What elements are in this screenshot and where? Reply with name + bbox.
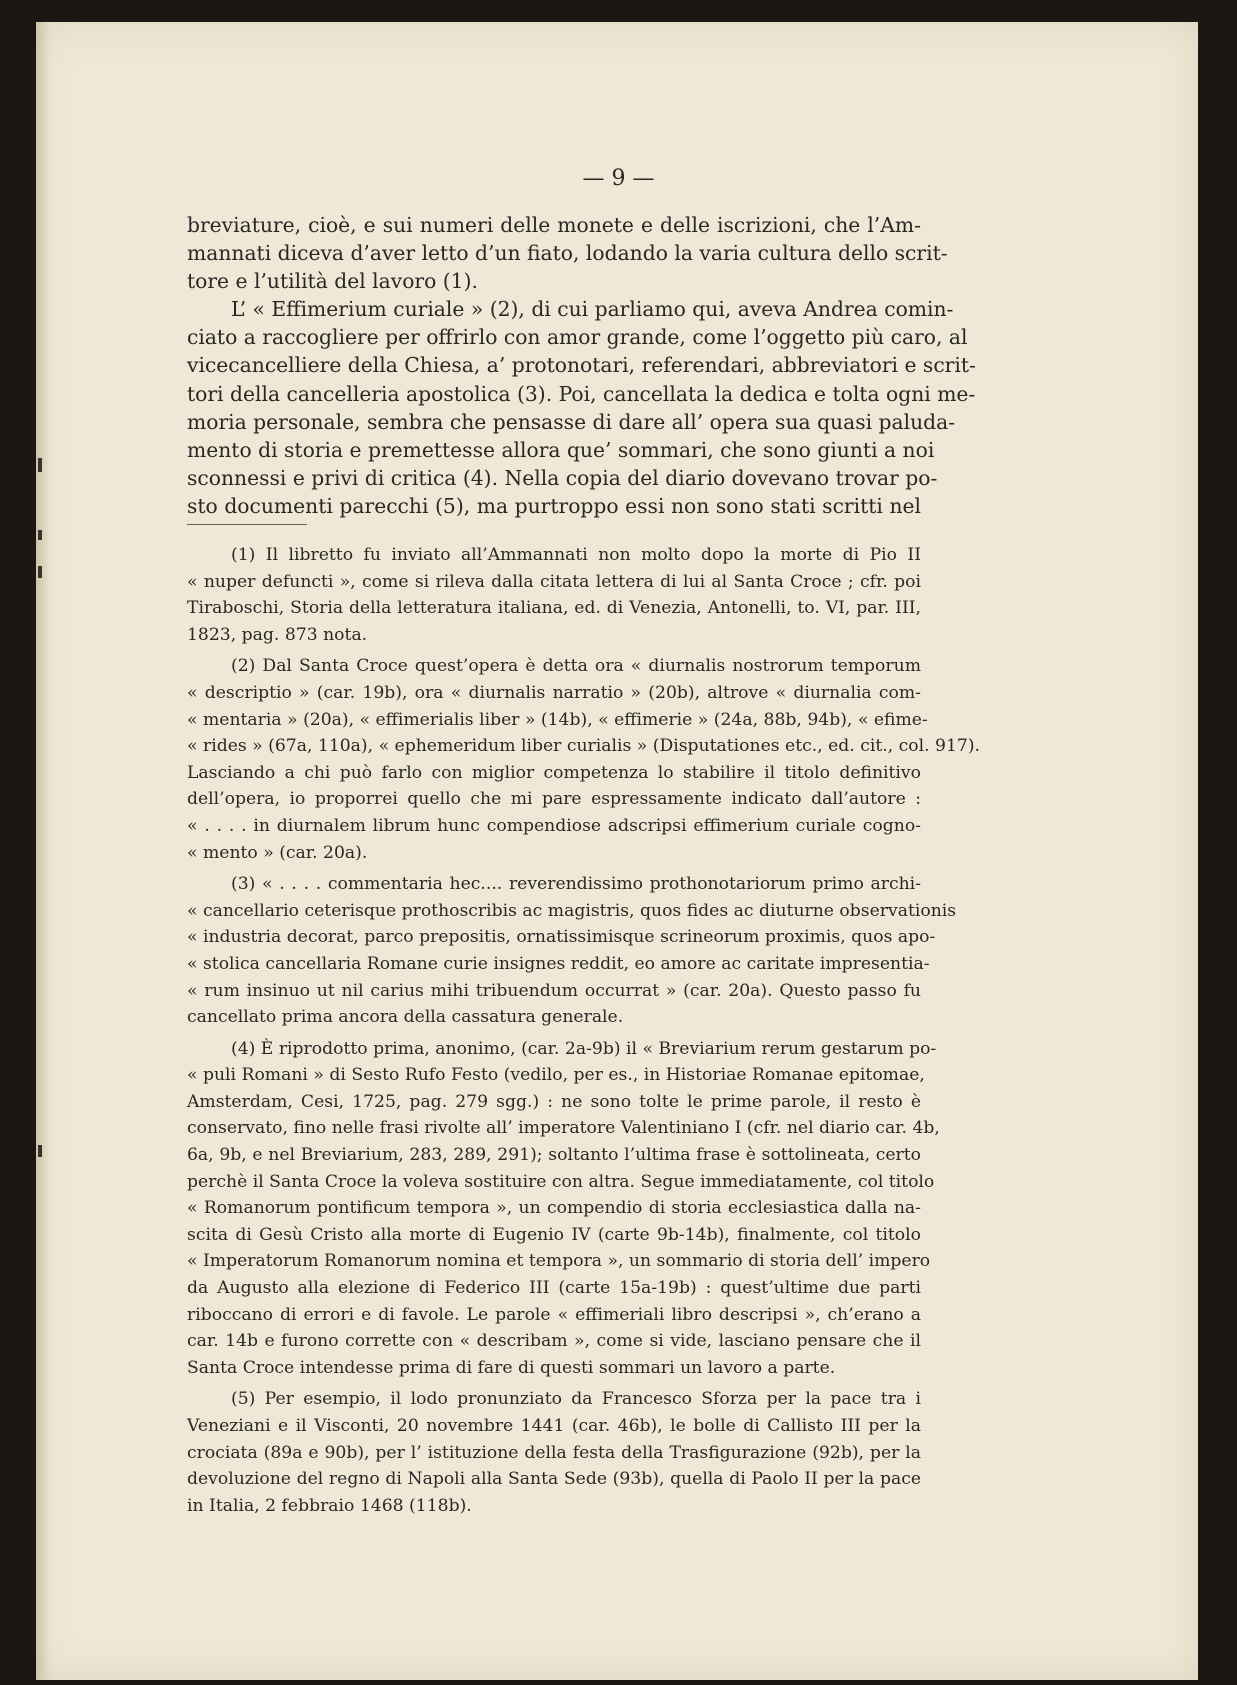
- footnote-line: Lasciando a chi può farlo con miglior competenza lo stabilire il titolo definitivo: [187, 762, 921, 783]
- footnote-line: « descriptio » (car. 19b), ora « diurnalis narratio » (20b), altrove « diurnalia com-: [187, 682, 921, 703]
- footnote-line: Tiraboschi, Storia della letteratura italiana, ed. di Venezia, Antonelli, to. VI, par. III,: [187, 598, 921, 619]
- footnote-3: [187, 871, 957, 1031]
- footnotes: [187, 542, 981, 1524]
- footnote-line: « mentaria » (20a), « effimerialis liber » (14b), « effimerie » (24a, 88b, 94b), « efime-: [187, 709, 928, 730]
- footnote-line: « stolica cancellaria Romane curie insignes reddit, eo amore ac caritate impresentia-: [187, 953, 930, 974]
- text-line: L’ « Effimerium curiale » (2), di cui parliamo qui, aveva Andrea comin-: [231, 297, 954, 322]
- text-line: sto documenti parecchi (5), ma purtroppo essi non sono stati scritti nel: [187, 493, 921, 518]
- text-line: tore e l’utilità del lavoro (1).: [187, 269, 478, 294]
- edge-mark: [38, 1145, 42, 1157]
- text-line: mento di storia e premettesse allora que’ sommari, che sono giunti a noi: [187, 437, 935, 462]
- footnote-line: devoluzione del regno di Napoli alla Santa Sede (93b), quella di Paolo II per la pace: [187, 1469, 921, 1490]
- footnote-line: (5) Per esempio, il lodo pronunziato da Francesco Sforza per la pace tra i: [231, 1389, 921, 1410]
- binding-gutter: [36, 22, 50, 1680]
- page-number: — 9 —: [582, 166, 655, 191]
- footnote-4: [187, 1036, 940, 1382]
- footnote-line: (2) Dal Santa Croce quest’opera è detta ora « diurnalis nostrorum temporum: [231, 656, 921, 677]
- text-line: tori della cancelleria apostolica (3). Poi, cancellata la dedica e tolta ogni me-: [187, 381, 976, 406]
- footnote-line: « mento » (car. 20a).: [187, 842, 368, 863]
- footnote-line: « rum insinuo ut nil carius mihi tribuendum occurrat » (car. 20a). Questo passo fu: [187, 980, 921, 1001]
- footnote-line: da Augusto alla elezione di Federico III (carte 15a-19b) : quest’ultime due parti: [187, 1278, 921, 1299]
- footnote-line: car. 14b e furono corrette con « describam », come si vide, lasciano pensare che il: [187, 1331, 921, 1352]
- footnote-line: scita di Gesù Cristo alla morte di Eugenio IV (carte 9b-14b), finalmente, col titolo: [187, 1224, 921, 1245]
- footnote-line: Santa Croce intendesse prima di fare di questi sommari un lavoro a parte.: [187, 1357, 836, 1378]
- footnote-line: « Imperatorum Romanorum nomina et tempora », un sommario di storia dell’ impero: [187, 1251, 931, 1272]
- footnote-line: conservato, fino nelle frasi rivolte all’ imperatore Valentiniano I (cfr. nel diario car. 4b,: [187, 1118, 940, 1139]
- footnote-line: dell’opera, io proporrei quello che mi pare espressamente indicato dall’autore :: [187, 789, 921, 810]
- footnote-2: [187, 653, 981, 866]
- footnote-line: « nuper defuncti », come si rileva dalla citata lettera di lui al Santa Croce ; cfr. poi: [187, 571, 921, 592]
- footnote-line: Veneziani e il Visconti, 20 novembre 1441 (car. 46b), le bolle di Callisto III per la: [187, 1416, 921, 1436]
- footnote-5: [187, 1386, 921, 1519]
- main-text: [187, 211, 976, 520]
- text-line: vicecancelliere della Chiesa, a’ protonotari, referendari, abbreviatori e scrit-: [187, 353, 976, 378]
- footnote-line: cancellato prima ancora della cassatura generale.: [187, 1007, 624, 1028]
- footnote-line: (1) Il libretto fu inviato all’Ammannati non molto dopo la morte di Pio II: [231, 545, 921, 565]
- footnote-line: Amsterdam, Cesi, 1725, pag. 279 sgg.) : ne sono tolte le prime parole, il resto è: [187, 1091, 921, 1112]
- text-line: moria personale, sembra che pensasse di dare all’ opera sua quasi paluda-: [187, 409, 956, 434]
- text-line: sconnessi e privi di critica (4). Nella copia del diario dovevano trovar po-: [187, 465, 938, 490]
- text-line: breviature, cioè, e sui numeri delle monete e delle iscrizioni, che l’Am-: [187, 213, 921, 237]
- footnote-line: « Romanorum pontificum tempora », un compendio di storia ecclesiastica dalla na-: [187, 1198, 921, 1219]
- footnote-line: « industria decorat, parco prepositis, ornatissimisque scrineorum proximis, quos apo-: [187, 927, 936, 948]
- footnote-line: (4) È riprodotto prima, anonimo, (car. 2a-9b) il « Breviarium rerum gestarum po-: [231, 1038, 937, 1059]
- text-line: ciato a raccogliere per offrirlo con amor grande, come l’oggetto più caro, al: [187, 325, 968, 350]
- footnote-line: in Italia, 2 febbraio 1468 (118b).: [187, 1495, 472, 1516]
- edge-mark: [38, 530, 42, 540]
- edge-mark: [38, 566, 42, 578]
- edge-mark: [38, 458, 42, 472]
- footnote-line: « puli Romani » di Sesto Rufo Festo (vedilo, per es., in Historiae Romanae epitomae,: [187, 1065, 925, 1086]
- footnote-line: « cancellario ceterisque prothoscribis ac magistris, quos fides ac diuturne observationis: [187, 900, 957, 921]
- footnote-line: perchè il Santa Croce la voleva sostituire con altra. Segue immediatamente, col titolo: [187, 1171, 935, 1192]
- footnote-1: [187, 542, 921, 648]
- footnote-line: (3) « . . . . commentaria hec.... reverendissimo prothonotariorum primo archi-: [231, 874, 921, 895]
- footnote-line: 1823, pag. 873 nota.: [187, 624, 368, 645]
- footnote-rule: [187, 524, 307, 525]
- footnote-line: « . . . . in diurnalem librum hunc compendiose adscripsi effimerium curiale cogno-: [187, 815, 921, 836]
- footnote-line: riboccano di errori e di favole. Le parole « effimeriali libro descripsi », ch’erano a: [187, 1304, 921, 1325]
- footnote-line: 6a, 9b, e nel Breviarium, 283, 289, 291); soltanto l’ultima frase è sottolineata, certo: [187, 1145, 921, 1166]
- footnote-line: « rides » (67a, 110a), « ephemeridum liber curialis » (Disputationes etc., ed. cit., col. 917).: [187, 736, 981, 757]
- text-line: mannati diceva d’aver letto d’un fiato, lodando la varia cultura dello scrit-: [187, 241, 948, 266]
- footnote-line: crociata (89a e 90b), per l’ istituzione della festa della Trasfigurazione (92b), per la: [187, 1442, 921, 1463]
